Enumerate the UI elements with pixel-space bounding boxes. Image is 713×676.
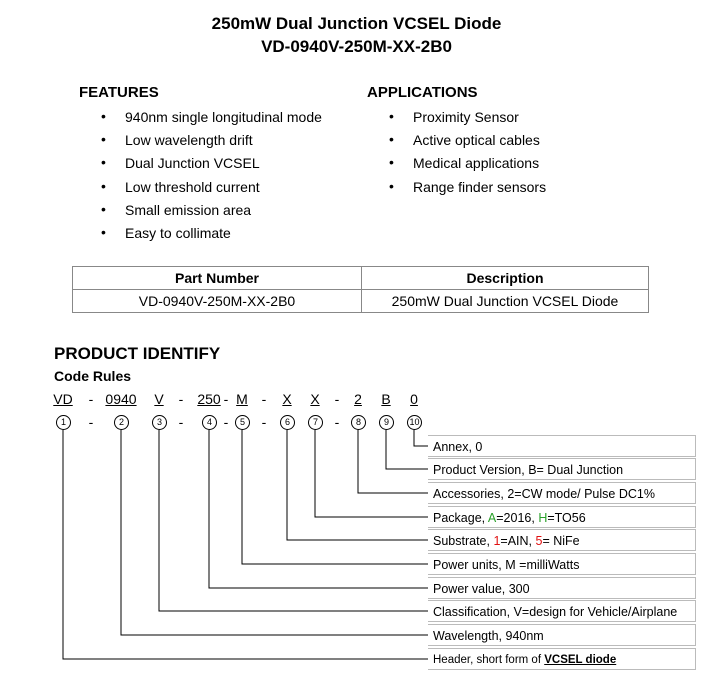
code-segment: X	[310, 391, 320, 407]
table-cell-part-number: VD-0940V-250M-XX-2B0	[73, 290, 362, 313]
code-segment: 0940	[105, 391, 137, 407]
vcsel-diode-term: VCSEL diode	[544, 654, 617, 666]
page-subtitle: VD-0940V-250M-XX-2B0	[261, 37, 452, 56]
bullet-icon: •	[101, 154, 106, 171]
code-separator: -	[178, 391, 184, 407]
bullet-icon: •	[101, 131, 106, 148]
table-cell-description: 250mW Dual Junction VCSEL Diode	[362, 290, 649, 313]
bullet-icon: •	[101, 177, 106, 194]
page-title: 250mW Dual Junction VCSEL Diode	[211, 14, 502, 33]
desc-classification: Classification, V=design for Vehicle/Airplane	[428, 600, 696, 622]
desc-annex: Annex, 0	[428, 435, 696, 457]
package-code-h: H	[538, 511, 548, 525]
desc-power-value: Power value, 300	[428, 577, 696, 599]
code-separator: -	[178, 414, 184, 430]
applications-heading: APPLICATIONS	[367, 84, 478, 101]
feature-item-label: Small emission area	[125, 201, 252, 218]
circled-number: 3	[152, 415, 167, 430]
application-item-label: Medical applications	[413, 155, 540, 172]
code-separator: -	[223, 391, 229, 407]
features-heading: FEATURES	[79, 84, 159, 101]
code-separator: -	[261, 391, 267, 407]
circled-number: 1	[56, 415, 71, 430]
code-segment: VD	[53, 391, 73, 407]
code-separator: -	[88, 391, 94, 407]
bullet-icon: •	[101, 224, 106, 240]
feature-item-label: Easy to collimate	[125, 225, 231, 241]
circled-number: 5	[235, 415, 250, 430]
code-segment: B	[381, 391, 391, 407]
connector-line	[63, 430, 428, 659]
code-segment: 250	[197, 391, 221, 407]
bullet-icon: •	[389, 177, 394, 194]
code-segment: 2	[354, 391, 362, 407]
circled-number: 7	[308, 415, 323, 430]
code-segment: V	[154, 391, 164, 407]
connector-line	[414, 430, 428, 446]
connector-line	[121, 430, 428, 635]
code-separator: -	[334, 391, 340, 407]
code-rules-heading: Code Rules	[54, 368, 132, 384]
code-separator: -	[223, 414, 229, 430]
feature-item-label: Low wavelength drift	[125, 132, 253, 149]
code-segment: 0	[410, 391, 418, 407]
application-item-label: Active optical cables	[413, 132, 540, 149]
desc-power-units: Power units, M =milliWatts	[428, 553, 696, 575]
bullet-icon: •	[101, 108, 106, 124]
connector-line	[242, 430, 428, 564]
circled-number: 6	[280, 415, 295, 430]
code-segment: X	[282, 391, 292, 407]
table-header-part-number: Part Number	[73, 267, 362, 290]
connector-line	[386, 430, 428, 469]
desc-substrate: Substrate, 1=AIN, 5= NiFe	[428, 529, 696, 551]
desc-package: Package, A=2016, H=TO56	[428, 506, 696, 528]
code-separator: -	[334, 414, 340, 430]
connector-line	[315, 430, 428, 517]
application-item-label: Range finder sensors	[413, 178, 547, 195]
desc-product-version: Product Version, B= Dual Junction	[428, 458, 696, 480]
package-code-a: A	[487, 511, 497, 525]
code-separator: -	[88, 414, 94, 430]
circled-number: 2	[114, 415, 129, 430]
table-header-description: Description	[362, 267, 649, 290]
bullet-icon: •	[101, 200, 106, 217]
substrate-code-5: 5	[535, 534, 543, 548]
substrate-code-1: 1	[493, 534, 501, 548]
connector-line	[159, 430, 428, 611]
desc-header: Header, short form of VCSEL diode	[428, 648, 696, 670]
bullet-icon: •	[389, 131, 394, 148]
circled-number: 8	[351, 415, 366, 430]
application-item-label: Proximity Sensor	[413, 109, 519, 125]
feature-item-label: Dual Junction VCSEL	[125, 155, 260, 172]
code-segment: M	[236, 391, 248, 407]
circled-number: 4	[202, 415, 217, 430]
desc-accessories: Accessories, 2=CW mode/ Pulse DC1%	[428, 482, 696, 504]
code-separator: -	[261, 414, 267, 430]
feature-item-label: 940nm single longitudinal mode	[125, 109, 322, 125]
circled-number: 9	[379, 415, 394, 430]
circled-number: 10	[407, 415, 422, 430]
bullet-icon: •	[389, 108, 394, 124]
product-identify-heading: PRODUCT IDENTIFY	[54, 344, 221, 363]
feature-item-label: Low threshold current	[125, 178, 260, 195]
connector-line	[358, 430, 428, 493]
desc-wavelength: Wavelength, 940nm	[428, 624, 696, 646]
bullet-icon: •	[389, 154, 394, 171]
